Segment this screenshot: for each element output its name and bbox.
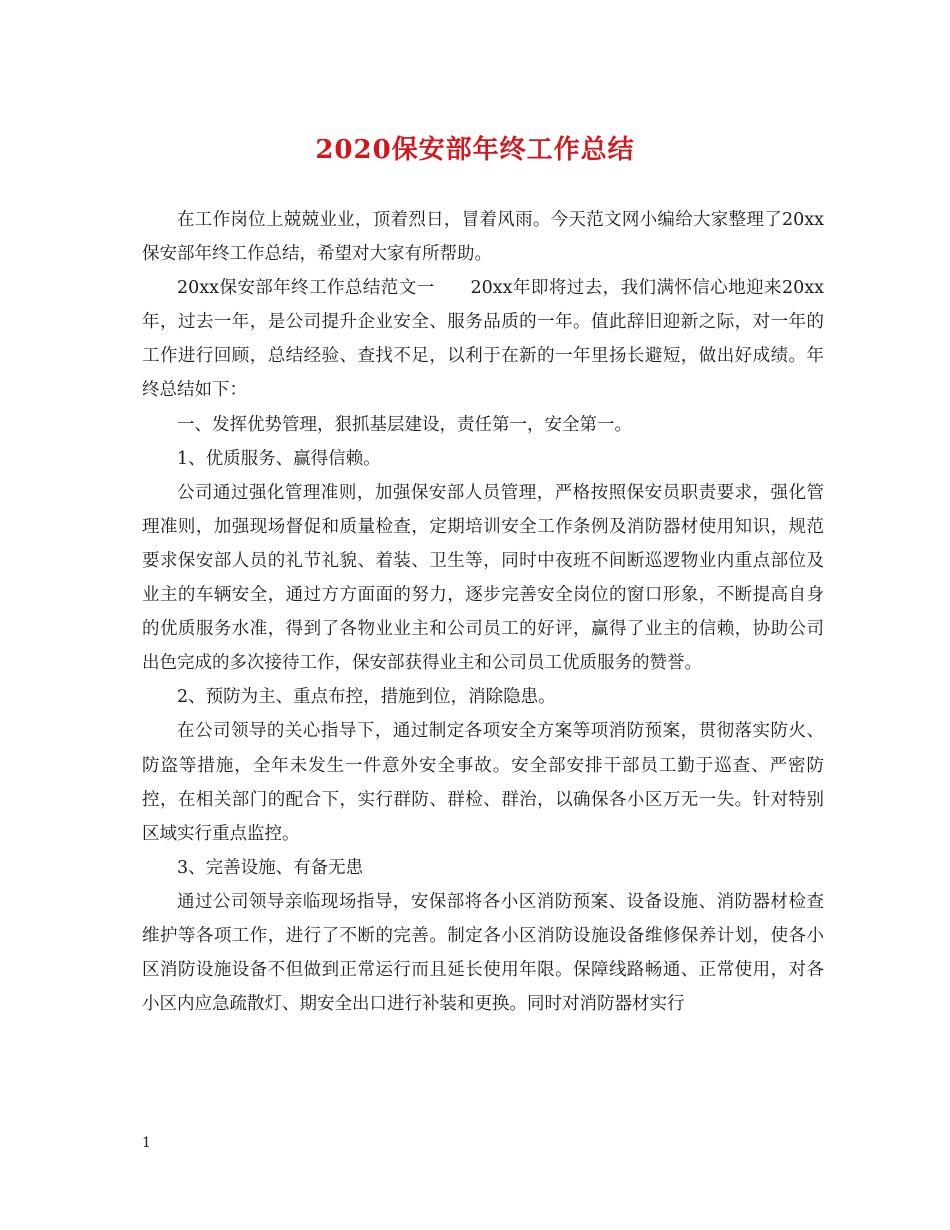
document-body: [142, 203, 824, 1021]
subheading-1: 1、优质服务、赢得信赖。: [177, 448, 381, 469]
subheading-2: 2、预防为主、重点布控，措施到位，消除隐患。: [177, 687, 556, 708]
section-heading-1: 一、发挥优势管理，狠抓基层建设，责任第一，安全第一。: [177, 414, 632, 435]
paragraph-intro: 在工作岗位上兢兢业业，顶着烈日，冒着风雨。今天范文网小编给大家整理了20xx保安部年终工作总结，希望对大家有所帮助。: [142, 210, 824, 265]
paragraph-prevention: 在公司领导的关心指导下，通过制定各项安全方案等项消防预案，贯彻落实防火、防盗等措施，全年未发生一件意外安全事故。安全部安排干部员工勤于巡查、严密防控，在相关部门的配合下，实行群防、群检、群治，以确保各小区万无一失。针对特别区域实行重点监控。: [142, 721, 824, 844]
paragraph-service: 公司通过强化管理准则，加强保安部人员管理，严格按照保安员职责要求，强化管理准则，加强现场督促和质量检查，定期培训安全工作条例及消防器材使用知识，规范要求保安部人员的礼节礼貌、着装、卫生等，同时中夜班不间断巡逻物业内重点部位及业主的车辆安全，通过方方面面的努力，逐步完善安全岗位的窗口形象，不断提高自身的优质服务水准，得到了各物业业主和公司员工的好评，赢得了业主的信赖，协助公司出色完成的多次接待工作，保安部获得业主和公司员工优质服务的赞誉。: [142, 482, 824, 674]
paragraph-facilities: 通过公司领导亲临现场指导，安保部将各小区消防预案、设备设施、消防器材检查维护等各项工作，进行了不断的完善。制定各小区消防设施设备维修保养计划，使各小区消防设施设备不但做到正常运行而且延长使用年限。保障线路畅通、正常使用，对各小区内应急疏散灯、期安全出口进行补装和更换。同时对消防器材实行: [142, 891, 824, 1015]
document-title: 2020保安部年终工作总结: [315, 135, 635, 165]
subheading-3: 3、完善设施、有备无患: [177, 857, 364, 878]
page-number: 1: [142, 1135, 151, 1151]
paragraph-overview: 20xx保安部年终工作总结范文一 20xx年即将过去，我们满怀信心地迎来20xx年，过去一年，是公司提升企业安全、服务品质的一年。值此辞旧迎新之际，对一年的工作进行回顾，总结经验、查找不足，以利于在新的一年里扬长避短，做出好成绩。年终总结如下：: [142, 278, 824, 401]
